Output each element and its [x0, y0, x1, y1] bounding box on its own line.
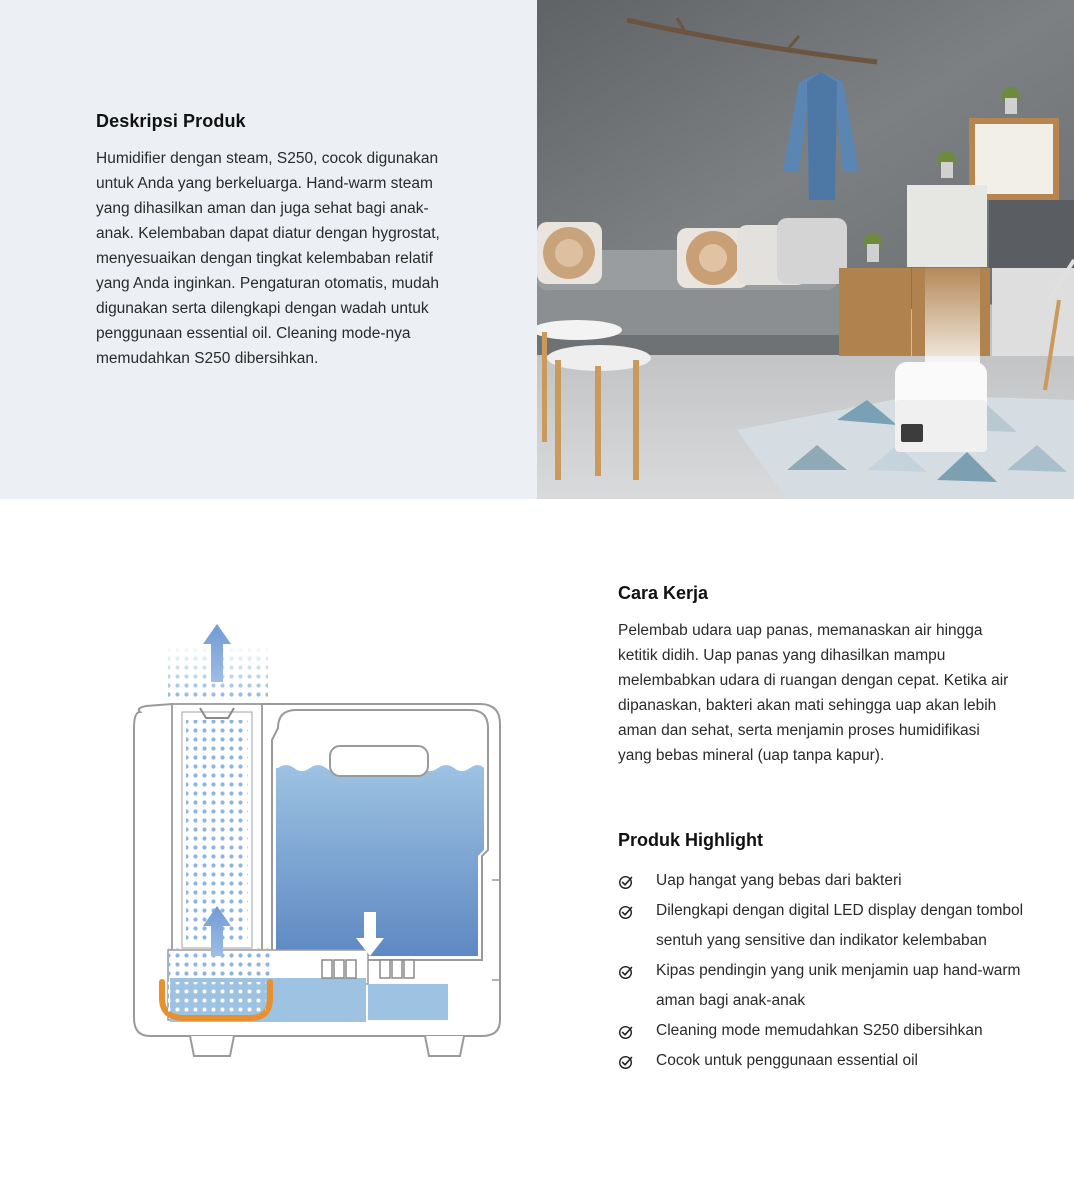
highlight-text: Cocok untuk penggunaan essential oil — [656, 1052, 918, 1069]
living-room-product-photo — [537, 0, 1074, 499]
check-circle-icon — [618, 874, 634, 890]
check-circle-icon — [618, 1024, 634, 1040]
highlight-item — [618, 956, 1038, 1016]
check-circle-icon — [618, 904, 634, 920]
highlight-text: Dilengkapi dengan digital LED display dengan tombol sentuh yang sensitive dan indikator kelembaban — [656, 902, 1024, 949]
description-body: Humidifier dengan steam, S250, cocok digunakan untuk Anda yang berkeluarga. Hand-warm steam yang dihasilkan aman dan juga sehat bagi anak-anak. Kelembaban dapat diatur dengan hygrostat, menyesuaikan dengan tingkat kelembaban relatif yang Anda inginkan. Pengaturan otomatis, mudah digunakan serta dilengkapi dengan wadah untuk penggunaan essential oil. Cleaning mode-nya memudahkan S250 dibersihkan. — [96, 150, 440, 367]
highlights-title: Produk Highlight — [618, 830, 763, 850]
steam-humidifier-cross-section — [110, 600, 530, 1080]
highlight-item — [618, 896, 1038, 956]
check-circle-icon — [618, 1054, 634, 1070]
how-it-works-body: Pelembab udara uap panas, memanaskan air hingga ketitik didih. Uap panas yang dihasilkan mampu melembabkan udara di ruangan dengan cepat. Ketika air dipanaskan, bakteri akan mati sehingga uap akan lebih aman dan sehat, serta menjamin proses humidifikasi yang bebas mineral (uap tanpa kapur). — [618, 622, 1009, 764]
highlight-text: Uap hangat yang bebas dari bakteri — [656, 872, 902, 889]
humidifier-working-diagram — [110, 600, 530, 1080]
highlight-item — [618, 1046, 1038, 1076]
highlight-text: Cleaning mode memudahkan S250 dibersihkan — [656, 1022, 983, 1039]
highlights-list — [618, 866, 1038, 1076]
product-description-section — [0, 0, 1074, 499]
highlight-item — [618, 1016, 1038, 1046]
description-panel — [0, 0, 537, 499]
check-circle-icon — [618, 964, 634, 980]
highlight-item — [618, 866, 1038, 896]
how-it-works-title: Cara Kerja — [618, 583, 709, 603]
highlight-text: Kipas pendingin yang unik menjamin uap hand-warm aman bagi anak-anak — [656, 962, 1021, 1009]
living-room-illustration — [537, 0, 1074, 499]
description-title: Deskripsi Produk — [96, 111, 246, 131]
